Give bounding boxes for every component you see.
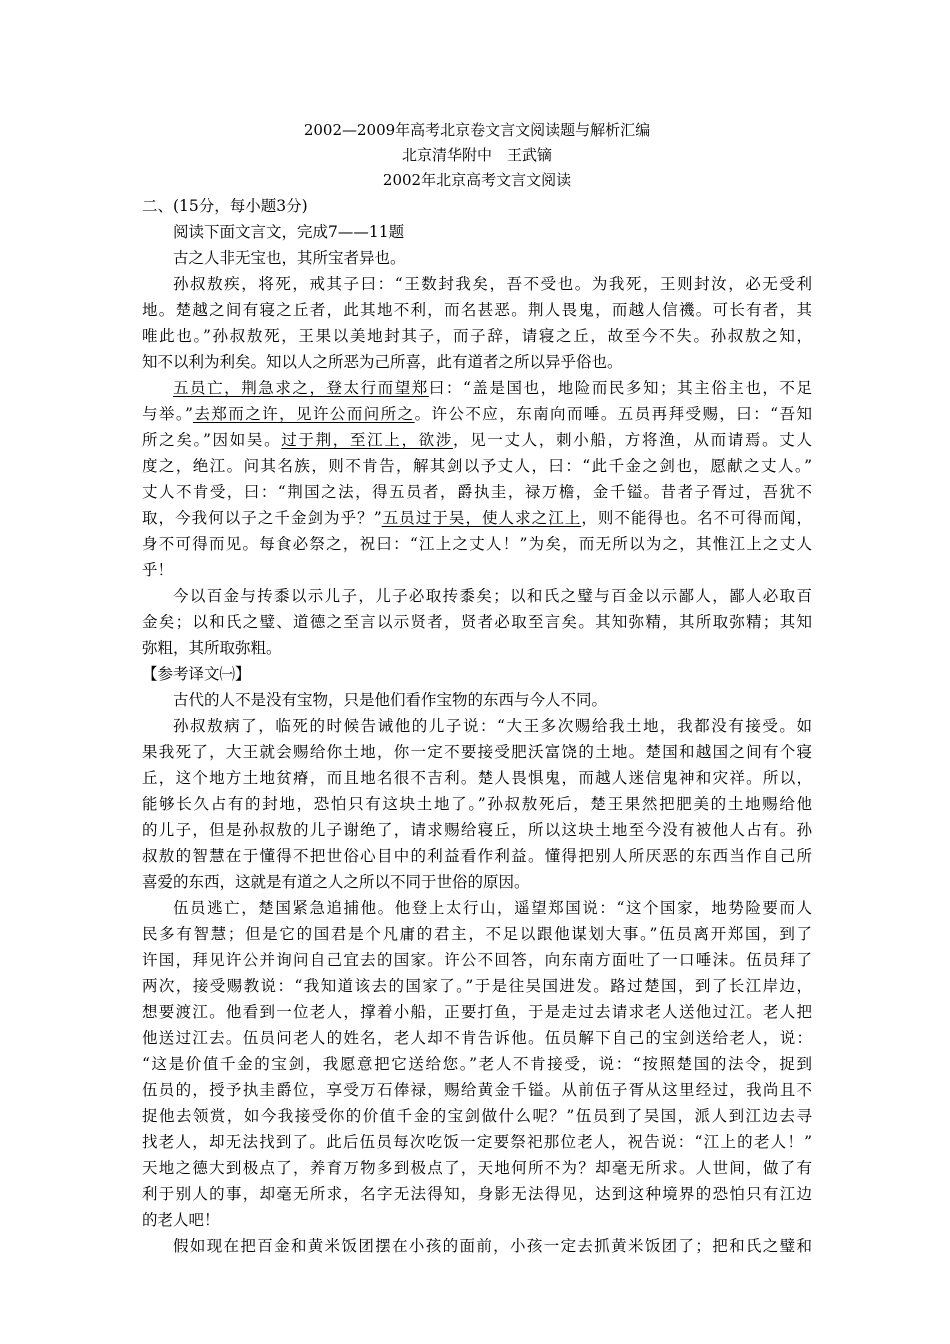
translation-t2-line: 的儿子，但是孙叔敖的儿子谢绝了，请求赐给寝丘，所以这块土地至今没有被他人占有。孙 [142,821,812,839]
translation-paragraph-1: 古代的人不是没有宝物，只是他们看作宝物的东西与今人不同。 [173,691,608,709]
translation-paragraph-4: 假如现在把百金和黄米饭团摆在小孩的面前，小孩一定去抓黄米饭团了；把和氏之璧和 [173,1237,812,1255]
translation-t3-line: 的老人吧！ [142,1211,220,1229]
translation-t2-line: 叔敖的智慧在于懂得不把世俗心目中的利益看作利益。懂得把别人所厌恶的东西当作自己所 [142,847,812,865]
passage-p2-line: 孙叔敖疾，将死，戒其子曰：“王数封我矣，吾不受也。为我死，王则封汝，必无受利 [173,275,812,293]
translation-t3-line: 想要渡江。他看到一位老人，撑着小船，正要打鱼，于是走过去请求老人送他过江。老人把 [142,1003,812,1021]
translation-t2-line: 果我死了，大王就会赐给你土地，你一定不要接受肥沃富饶的土地。楚国和越国之间有个寝 [142,743,812,761]
passage-p3-line: 所之矣。”因如吴。过于荆，至江上，欲涉，见一丈人，刺小船，方将渔，从而请焉。丈人 [142,431,812,449]
translation-t3-line: 他送过江去。伍员问老人的姓名，老人却不肯告诉他。伍员解下自己的宝剑送给老人，说： [142,1029,812,1047]
translation-t2-line: 能够长久占有的封地，恐怕只有这块土地了。”孙叔敖死后，楚王果然把肥美的土地赐给他 [142,795,812,813]
underlined-phrase: 过于荆，至江上，欲涉 [281,431,453,449]
passage-p3-line: 取，今我何以子之千金剑为乎？”五员过于吴，使人求之江上，则不能得也。名不可得而闻， [142,509,812,527]
question-heading: 二、(15分，每小题3分) [142,197,308,215]
translation-t3-line: 民多有智慧；但是它的国君是个凡庸的君主，不足以跟他谋划大事。”伍员离开郑国，到了 [142,925,812,943]
translation-t2-line: 喜爱的东西，这就是有道之人之所以不同于世俗的原因。 [142,873,530,891]
passage-p3-line: 乎！ [142,561,174,579]
translation-t3-line: 两次，接受赐教说：“我知道该去的国家了。”于是往吴国进发。路过楚国，到了长江岸边， [142,977,812,995]
translation-heading: 【参考译文㈠】 [142,665,251,683]
passage-p3-line: 身不可得而见。每食必祭之，祝曰：“江上之丈人！”为矣，而无所以为之，其惟江上之丈人 [142,535,812,553]
translation-t2-line: 孙叔敖病了，临死的时候告诫他的儿子说：“大王多次赐给我土地，我都没有接受。如 [173,717,812,735]
translation-t2-line: 丘，这个地方土地贫瘠，而且地名很不吉利。楚人畏惧鬼，而越人迷信鬼神和灾祥。所以， [142,769,812,787]
translation-t3-line: 天地之德大到极点了，养育万物多到极点了，天地何所不为？却毫无所求。人世间，做了有 [142,1159,812,1177]
passage-p3-line: 度之，绝江。问其名族，则不肯告，解其剑以予丈人，曰：“此千金之剑也，愿献之丈人。” [142,457,812,475]
passage-p4-line: 今以百金与抟黍以示儿子，儿子必取抟黍矣；以和氏之璧与百金以示鄙人，鄙人必取百 [173,587,812,605]
translation-t3-line: 找老人，却无法找到了。此后伍员每次吃饭一定要祭祀那位老人，祝告说：“江上的老人！” [142,1133,812,1151]
author-line: 北京清华附中 王武镝 [401,146,552,164]
translation-t3-line: 利于别人的事，却毫无所求，名字无法得知，身影无法得见，达到这种境界的恐怕只有江边 [142,1185,812,1203]
translation-t3-line: 伍员的，授予执圭爵位，享受万石俸禄，赐给黄金千镒。从前伍子胥从这里经过，我尚且不 [142,1081,812,1099]
passage-p3-line: 与举。”去郑而之许，见许公而问所之。许公不应，东南向而唾。五员再拜受赐，曰：“吾知 [142,405,812,423]
passage-p2-line: 知不以利为利矣。知以人之所恶为己所喜，此有道者之所以异乎俗也。 [142,353,623,371]
translation-t3-line: 许国，拜见许公并询问自己宜去的国家。许公不回答，向东南方面吐了一口唾沫。伍员拜了 [142,951,812,969]
passage-p2-line: 唯此也。”孙叔敖死，王果以美地封其子，而子辞，请寝之丘，故至今不失。孙叔敖之知， [142,327,812,345]
underlined-phrase: 五员过于吴，使人求之江上 [381,509,582,527]
section-title: 2002年北京高考文言文阅读 [382,171,572,189]
question-instruction: 阅读下面文言文，完成7——11题 [173,223,405,241]
translation-t3-line: 捉他去领赏，如今我接受你的价值千金的宝剑做什么呢？”伍员到了吴国，派人到江边去寻 [142,1107,812,1125]
passage-p3-line: 丈人不肯受，曰：“荆国之法，得五员者，爵执圭，禄万檐，金千镒。昔者子胥过，吾犹不 [142,483,812,501]
underlined-phrase: 五员亡，荆急求之，登太行而望郑 [173,379,429,397]
passage-p4-line: 金矣；以和氏之璧、道德之至言以示贤者，贤者必取至言矣。其知弥精，其所取弥精；其知 [142,613,812,631]
passage-paragraph-1: 古之人非无宝也，其所宝者异也。 [173,249,406,267]
translation-t3-line: 伍员逃亡，楚国紧急追捕他。他登上太行山，遥望郑国说：“这个国家，地势险要而人 [173,899,812,917]
passage-p3-line: 五员亡，荆急求之，登太行而望郑曰：“盖是国也，地险而民多知；其主俗主也，不足 [173,379,812,397]
document-page [142,118,812,1259]
passage-p4-line: 弥粗，其所取弥粗。 [142,639,282,657]
passage-p2-line: 地。楚越之间有寝之丘者，此其地不利，而名甚恶。荆人畏鬼，而越人信禨。可长有者，其 [142,301,812,319]
underlined-phrase: 去郑而之许，见许公而问所之 [192,405,415,423]
document-title: 2002—2009年高考北京卷文言文阅读题与解析汇编 [303,121,651,139]
translation-t3-line: “这是价值千金的宝剑，我愿意把它送给您。”老人不肯接受，说：“按照楚国的法令，捉到 [142,1055,812,1073]
